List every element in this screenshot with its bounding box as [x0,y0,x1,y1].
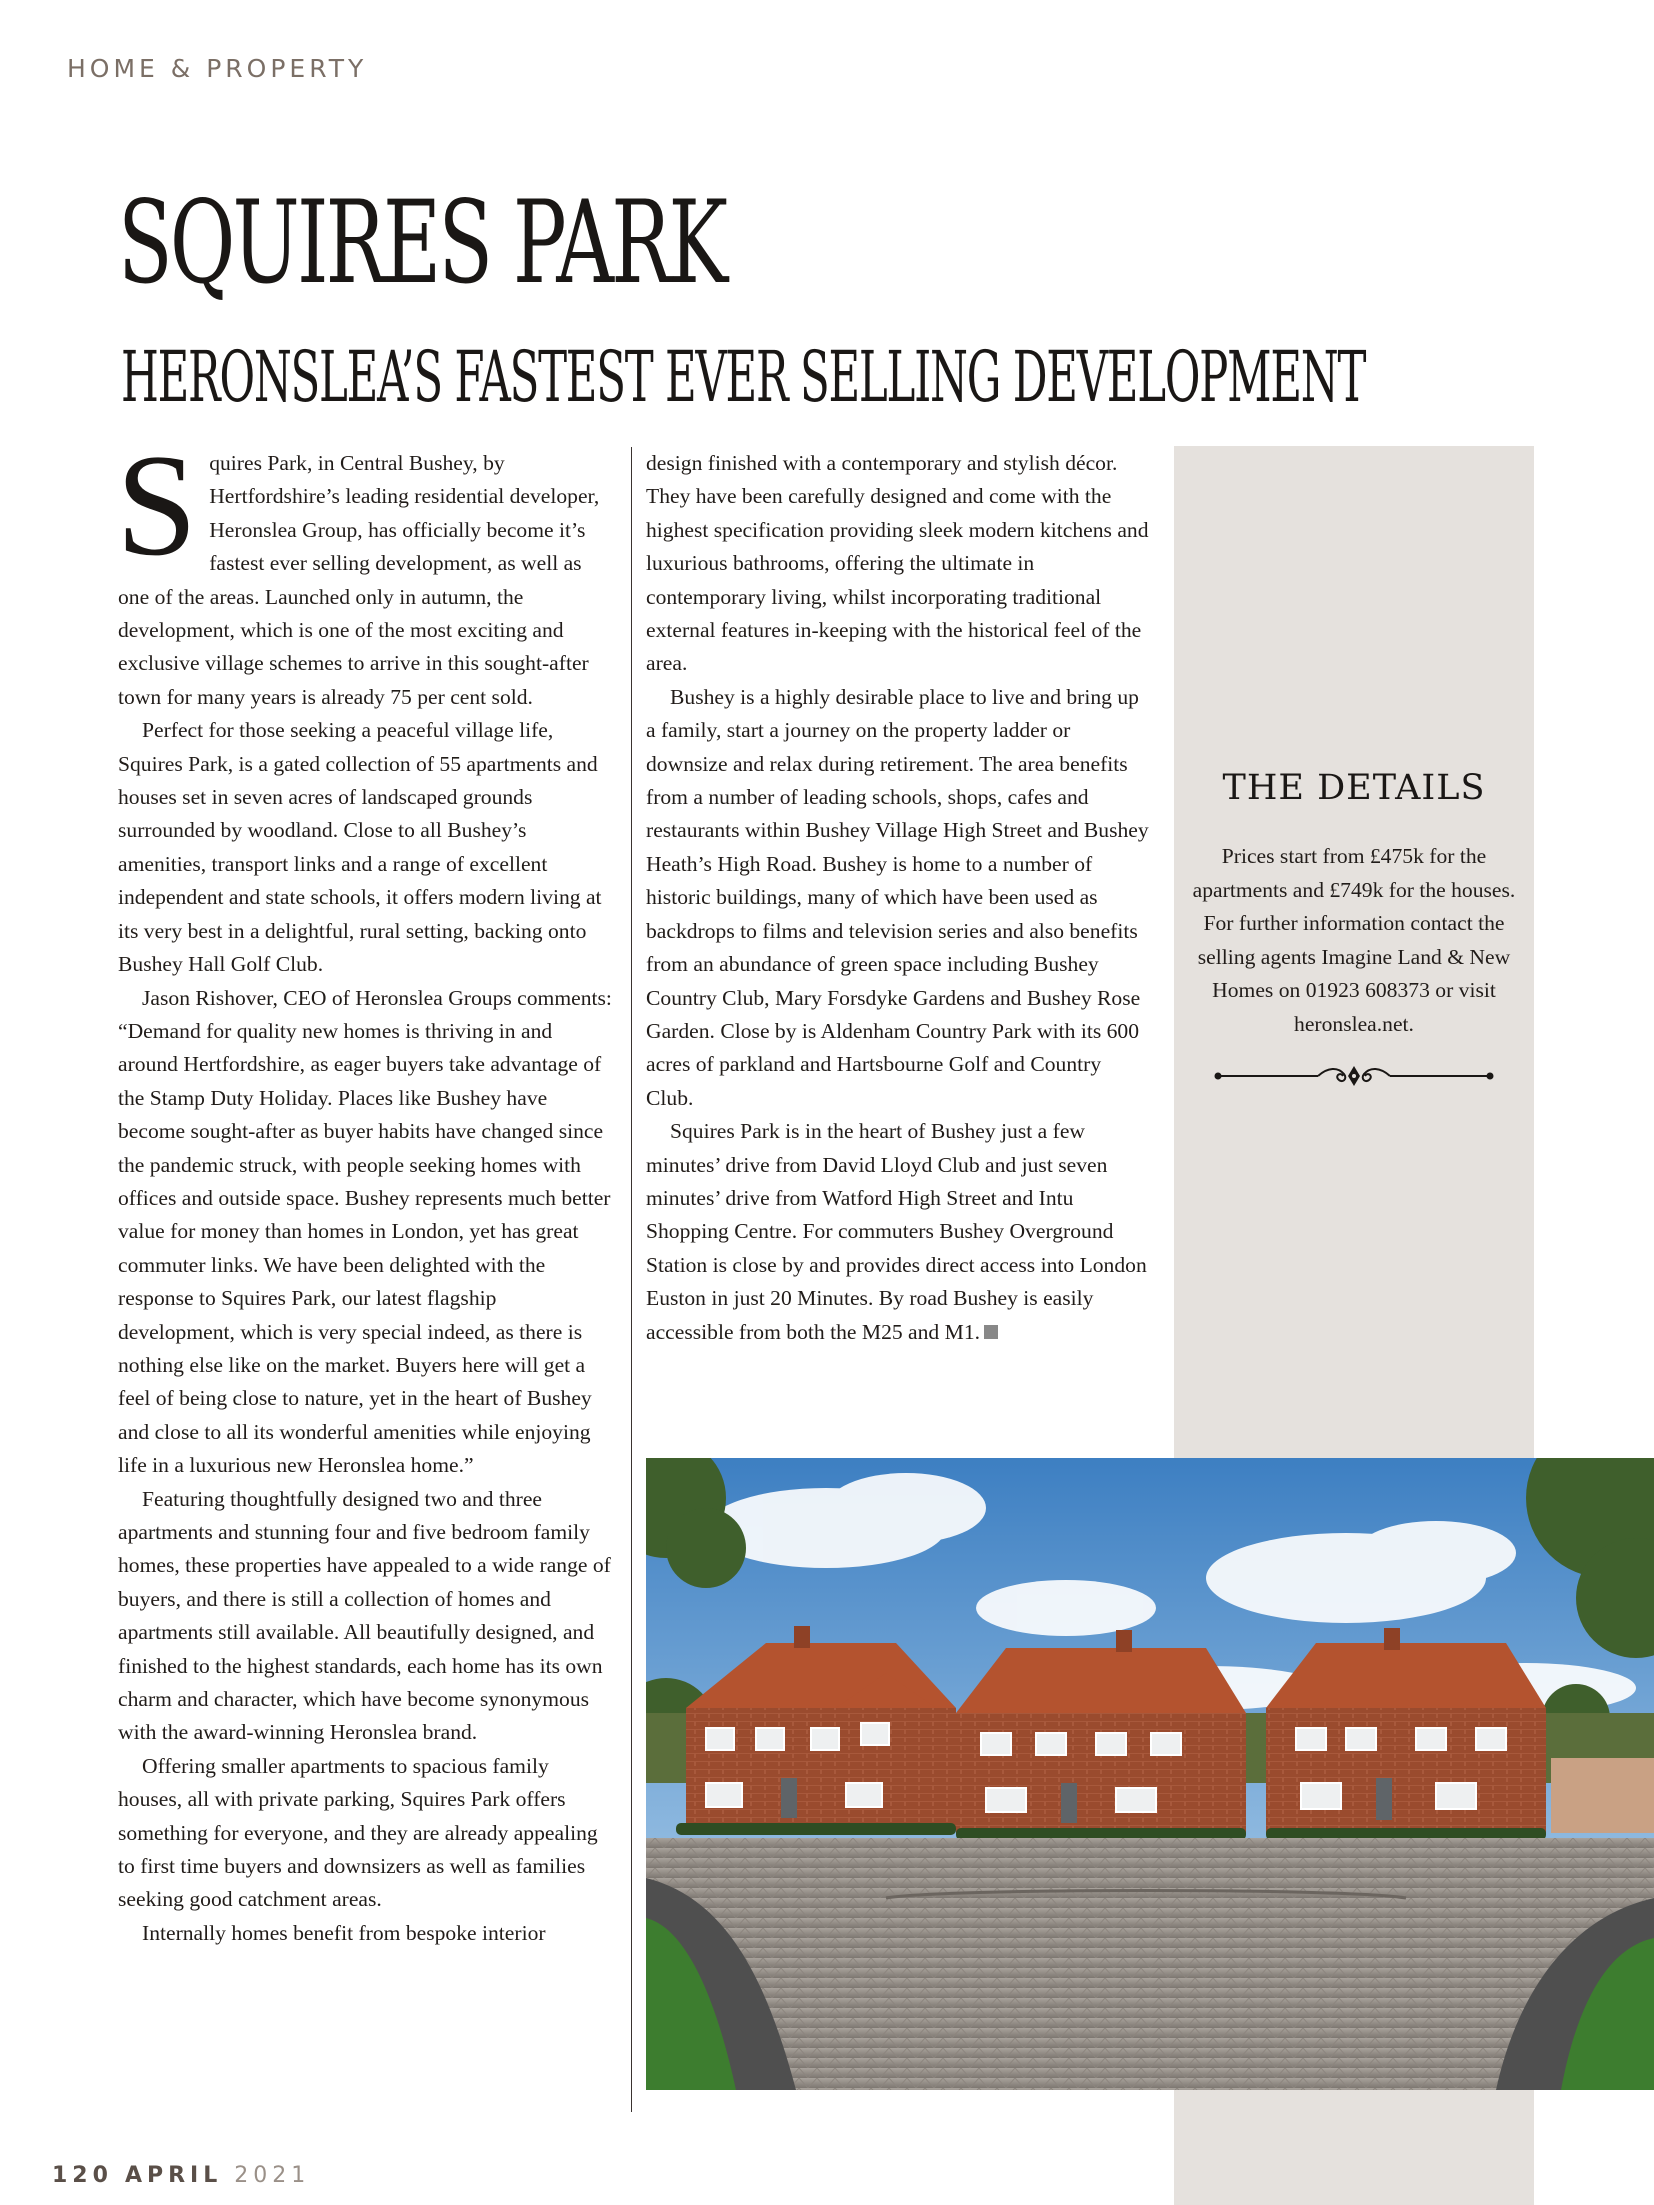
paragraph: Perfect for those seeking a peaceful village life, Squires Park, is a gated collection of 55 apartments and houses set in seven acres of landscaped grounds surrounded by woodland. Close to all Bushey’s amenities, transport links and a range of excellent independent and state schools, it offers modern living at its very best in a delightful, rural setting, backing onto Bushey Hall Golf Club. [118,718,602,977]
drop-cap: S [116,424,198,586]
article-subtitle: HERONSLEA’S FASTEST EVER SELLING DEVELOPMENT [121,336,1366,418]
details-title: THE DETAILS [1222,768,1486,808]
paragraph: Jason Rishover, CEO of Heronslea Groups comments: “Demand for quality new homes is thriving in and around Hertfordshire, as eager buyers take advantage of the Stamp Duty Holiday. Places like Bushey have become sought-after as buyer habits have changed since the pandemic struck, with people seeking homes with offices and outside space. Bushey represents much better value for money than homes in London, yet has great commuter links. We have been delighted with the response to Squires Park, our latest flagship development, which is very special indeed, as there is nothing else like on the market. Buyers here will get a feel of being close to nature, yet in the heart of Bushey and close to all its wonderful amenities while enjoying life in a luxurious new Heronslea home.” [118,985,612,1478]
paragraph: design finished with a contemporary and stylish décor. They have been carefully designed and come with the highest specification providing sleek modern kitchens and luxurious bathrooms, offering the ultimate in contemporary living, whilst incorporating traditional external features in-keeping with the historical feel of the area. [646,451,1149,676]
lead-paragraph [116,424,615,714]
column-divider [631,447,632,2112]
paragraph-text: Squires Park is in the heart of Bushey just a few minutes’ drive from David Lloyd Club and just seven minutes’ drive from Watford High Street and Intu Shopping Centre. For commuters Bushey Overground Station is close by and provides direct access into London Euston in just 20 Minutes. By road Bushey is easily accessible from both the M25 and M1. [646,1119,1147,1344]
page-footer [52,2163,310,2188]
section-label: HOME & PROPERTY [67,54,368,83]
issue-month: APRIL [124,2163,223,2188]
paragraph [646,1115,1149,1349]
article-column-2 [646,447,1149,1349]
houses-illustration [646,1458,1654,2090]
end-mark-icon [984,1325,998,1339]
article-title: SQUIRES PARK [118,176,726,309]
paragraph: Featuring thoughtfully designed two and three apartments and stunning four and five bedroom family homes, these properties have appealed to a wide range of buyers, and there is still a collection of homes and apartments still available. All beautifully designed, and finished to the highest standards, each home has its own charm and character, which have become synonymous with the award-winning Heronslea brand. [118,1486,611,1745]
paragraph: Bushey is a highly desirable place to live and bring up a family, start a journey on the property ladder or downsize and relax during retirement. The area benefits from a number of leading schools, shops, cafes and restaurants within Bushey Village High Street and Bushey Heath’s High Road. Bushey is home to a number of historic buildings, many of which have been used as backdrops to films and television series and also benefits from an abundance of green space including Bushey Country Club, Mary Forsdyke Gardens and Bushey Rose Garden. Close by is Aldenham Country Park with its 600 acres of parkland and Hartsbourne Golf and Country Club. [646,684,1149,1110]
development-photo [646,1458,1654,2090]
paragraph: Internally homes benefit from bespoke interior [142,1920,546,1945]
paragraph: Offering smaller apartments to spacious family houses, all with private parking, Squires Park offers something for everyone, and they are already appealing to first time buyers and downsizers as well as families seeking good catchment areas. [118,1753,598,1912]
article-column-1 [116,424,615,1950]
lead-text: quires Park, in Central Bushey, by Hertfordshire’s leading residential developer, Heronslea Group, has officially become it’s fastest ever selling development, as well as one of the areas. Launched only in autumn, the development, which is one of the most exciting and exclusive village schemes to arrive in this sought-after town for many years is already 75 per cent sold. [118,451,600,709]
issue-year: 2021 [234,2163,311,2188]
details-text: Prices start from £475k for the apartments and £749k for the houses. For further information contact the selling agents Imagine Land & New Homes on 01923 608373 or visit heronslea.net. [1192,844,1516,1036]
page-number: 120 [52,2163,113,2188]
ornament-divider-icon [1214,1064,1494,1088]
